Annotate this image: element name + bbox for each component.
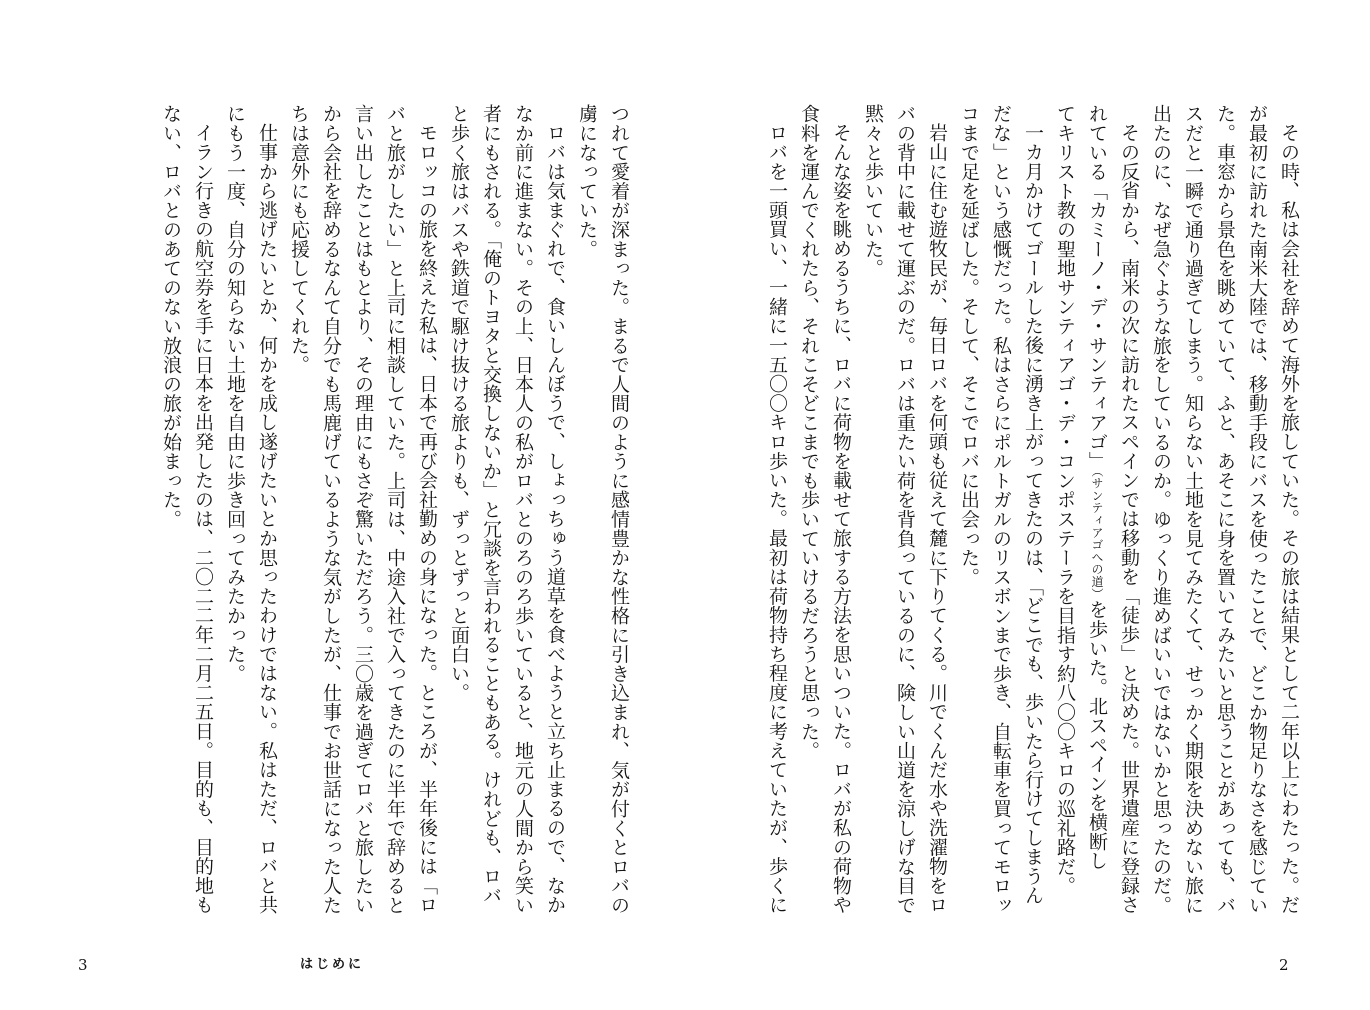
text-line: つれて愛着が深まった。まるで人間のように感情豊かな性格に引き込まれ、気が付くとロバの (608, 104, 630, 915)
text-line: てキリスト教の聖地サンティアゴ・デ・コンポステーラを目指す約八〇〇キロの巡礼路だ。 (1054, 104, 1076, 896)
text-line: ない、ロバとのあてのない放浪の旅が始まった。 (160, 104, 182, 529)
text-line: から会社を辞めるなんて自分でも馬鹿げているような気がしたが、仕事でお世話になった人た (320, 104, 342, 915)
text-line: イラン行きの航空券を手に日本を出発したのは、二〇二二年二月二五日。目的も、目的地も (192, 123, 214, 915)
text-line: そんな姿を眺めるうちに、ロバに荷物を載せて旅する方法を思いついた。ロバが私の荷物や (830, 123, 852, 915)
text-line: その反省から、南米の次に訪れたスペインでは移動を「徒歩」と決めた。世界遺産に登録さ (1118, 123, 1140, 915)
text-segment: を歩いた。北スペインを横断し (1086, 600, 1108, 871)
text-line: 虜になっていた。 (576, 104, 598, 259)
text-line: が最初に訪れた南米大陸では、移動手段にバスを使ったことで、どこか物足りなさを感じてい (1246, 104, 1268, 915)
page-number-left: 3 (78, 956, 88, 974)
right-page-text-block (766, 104, 1305, 915)
text-line: 言い出したことはもとより、その理由にもさぞ驚いただろう。三〇歳を過ぎてロバと旅したい (352, 104, 374, 915)
text-line: 食料を運んでくれたら、それこそどこまでも歩いていけるだろうと思った。 (798, 104, 820, 761)
text-line: バと旅がしたい」と上司に相談していた。上司は、中途入社で入ってきたのに半年で辞めると (384, 104, 406, 915)
text-line: た。車窓から景色を眺めていて、ふと、あそこに身を置いてみたいと思うことがあっても、バ (1214, 104, 1236, 915)
right-page (685, 0, 1370, 1010)
text-line: にもう一度、自分の知らない土地を自由に歩き回ってみたかった。 (224, 104, 246, 683)
text-line: だな」という感慨だった。私はさらにポルトガルのリスボンまで歩き、自転車を買ってモロッ (990, 104, 1012, 915)
text-line-with-annotation (1081, 104, 1113, 871)
page-number-right: 2 (1279, 956, 1289, 974)
text-line: 岩山に住む遊牧民が、毎日ロバを何頭も従えて麓に下りてくる。川でくんだ水や洗濯物をロ (926, 123, 948, 915)
text-line: ちは意外にも応援してくれた。 (288, 104, 310, 375)
left-page-text-block (115, 104, 635, 915)
text-line: その時、私は会社を辞めて海外を旅していた。その旅は結果として二年以上にわたった。だ (1278, 123, 1300, 915)
text-line: コまで足を延ばした。そして、そこでロバに出会った。 (958, 104, 980, 587)
text-line: 一カ月かけてゴールした後に湧き上がってきたのは、「どこでも、歩いたら行けてしまうん (1022, 123, 1044, 905)
text-line: 仕事から逃げたいとか、何かを成し遂げたいとか思ったわけではない。私はただ、ロバと共 (256, 123, 278, 915)
text-line: 者にもされる。「俺のトヨタと交換しないか」と冗談を言われることもある。けれども、ロバ (480, 104, 502, 906)
text-line: ロバは気まぐれで、食いしんぼうで、しょっちゅう道草を食べようと立ち止まるので、なか (544, 123, 566, 915)
text-line: なか前に進まない。その上、日本人の私がロバとのろのろ歩いていると、地元の人間から笑い (512, 104, 534, 915)
running-head: はじめに (300, 957, 365, 972)
text-line: と歩く旅はバスや鉄道で駆け抜ける旅よりも、ずっとずっと面白い。 (448, 104, 470, 703)
inline-annotation: （サンティアゴへの道） (1090, 470, 1104, 601)
text-line: バの背中に載せて運ぶのだ。ロバは重たい荷を背負っているのに、険しい山道を涼しげな目で (894, 104, 916, 915)
text-line: 出たのに、なぜ急ぐような旅をしているのか。ゆっくり進めばいいではないかと思ったのだ。 (1150, 104, 1172, 915)
text-line: スだと一瞬で通り過ぎてしまう。知らない土地を見てみたくて、せっかく期限を決めない旅に (1182, 104, 1204, 915)
text-segment: れている「カミーノ・デ・サンティアゴ」 (1086, 104, 1108, 471)
text-line: ロバを一頭買い、一緒に一五〇〇キロ歩いた。最初は荷物持ち程度に考えていたが、歩くに (766, 123, 788, 915)
text-line: 黙々と歩いていた。 (862, 104, 884, 278)
text-line: モロッコの旅を終えた私は、日本で再び会社勤めの身になった。ところが、半年後には「ロ (416, 123, 438, 915)
